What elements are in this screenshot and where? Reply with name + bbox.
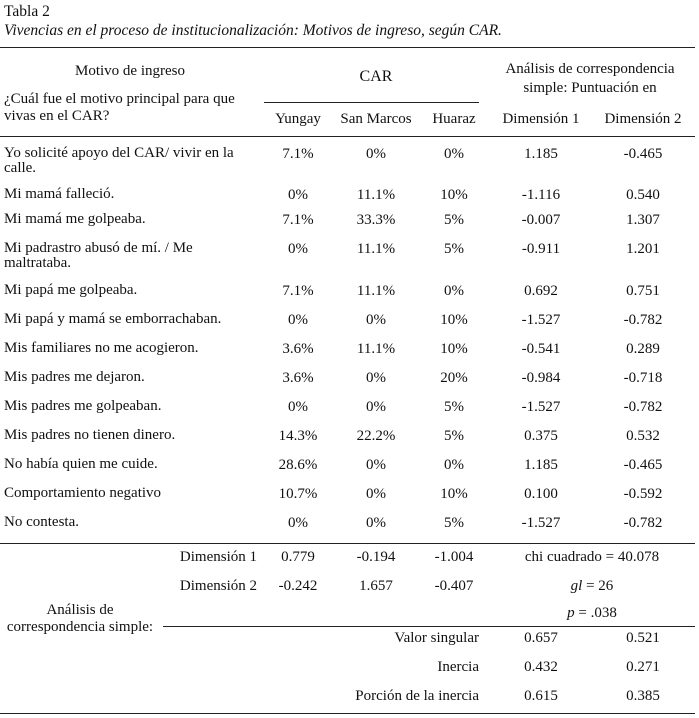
cell-san-marcos: 0% (366, 457, 386, 473)
row-label: Mi padrastro abusó de mí. / Me maltrataba. (4, 240, 193, 271)
cell-yungay: 7.1% (282, 146, 314, 162)
row-label: Mis padres no tienen dinero. (4, 427, 176, 443)
row-label: Mi papá y mamá se emborrachaban. (4, 311, 222, 327)
footer-inner-rule (163, 626, 695, 627)
cell-dim1: 0.375 (524, 428, 558, 444)
cell-san-marcos: 0% (366, 486, 386, 502)
inercia-dim2: 0.271 (626, 659, 660, 675)
cell-yungay: 3.6% (282, 370, 314, 386)
col-huaraz: Huaraz (432, 111, 476, 127)
cell-dim2: 0.540 (626, 187, 660, 203)
top-rule (0, 47, 695, 48)
col-dim1: Dimensión 1 (502, 111, 580, 127)
footer-dim1-san-marcos: -0.194 (356, 549, 396, 565)
cell-dim2: -0.592 (623, 486, 663, 502)
cell-san-marcos: 0% (366, 146, 386, 162)
row-label: Yo solicité apoyo del CAR/ vivir en la calle. (4, 145, 234, 176)
cell-yungay: 0% (288, 515, 308, 531)
cell-dim1: -0.911 (521, 241, 561, 257)
cell-yungay: 7.1% (282, 283, 314, 299)
cell-yungay: 0% (288, 187, 308, 203)
cell-huaraz: 0% (444, 146, 464, 162)
cell-huaraz: 5% (444, 428, 464, 444)
cell-dim1: 1.185 (524, 146, 558, 162)
motivo-header: Motivo de ingreso (75, 63, 185, 79)
porcion-dim2: 0.385 (626, 688, 660, 704)
footer-dim1-huaraz: -1.004 (434, 549, 474, 565)
cell-dim1: -0.007 (521, 212, 561, 228)
cell-dim1: 0.100 (524, 486, 558, 502)
table-subtitle: Vivencias en el proceso de institucionalización: Motivos de ingreso, según CAR. (4, 22, 502, 39)
cell-dim2: -0.782 (623, 399, 663, 415)
cell-dim1: -1.527 (521, 399, 561, 415)
car-subheader-rule (264, 102, 479, 103)
row-label: No contesta. (4, 514, 79, 530)
row-label: No había quien me cuide. (4, 456, 158, 472)
cell-dim1: -0.984 (521, 370, 561, 386)
cell-dim2: 0.289 (626, 341, 660, 357)
cell-yungay: 0% (288, 312, 308, 328)
col-yungay: Yungay (275, 111, 321, 127)
cell-huaraz: 5% (444, 399, 464, 415)
cell-dim1: -1.527 (521, 312, 561, 328)
cell-san-marcos: 11.1% (356, 341, 396, 357)
cell-dim1: -1.116 (521, 187, 561, 203)
cell-san-marcos: 0% (366, 515, 386, 531)
cell-dim2: 1.307 (626, 212, 660, 228)
footer-dim2-san-marcos: 1.657 (359, 578, 393, 594)
cell-huaraz: 5% (444, 515, 464, 531)
cell-yungay: 0% (288, 241, 308, 257)
body-end-rule (0, 543, 695, 544)
cell-san-marcos: 0% (366, 370, 386, 386)
gl-value: = 26 (582, 578, 614, 594)
row-label: Mi papá me golpeaba. (4, 282, 138, 298)
cell-san-marcos: 0% (366, 312, 386, 328)
cell-yungay: 10.7% (278, 486, 318, 502)
car-header: CAR (359, 68, 393, 85)
row-label: Mi mamá falleció. (4, 186, 115, 202)
valor-singular-dim1: 0.657 (524, 630, 558, 646)
footer-dim1-label: Dimensión 1 (179, 549, 257, 565)
valor-singular-dim2: 0.521 (626, 630, 660, 646)
cell-dim2: -0.465 (623, 146, 663, 162)
cell-huaraz: 5% (444, 212, 464, 228)
cell-dim1: -1.527 (521, 515, 561, 531)
cell-yungay: 0% (288, 399, 308, 415)
cell-dim2: -0.782 (623, 515, 663, 531)
cell-san-marcos: 11.1% (356, 187, 396, 203)
inercia-label: Inercia (437, 659, 479, 675)
footer-dim1-yungay: 0.779 (281, 549, 315, 565)
inercia-dim1: 0.432 (524, 659, 558, 675)
cell-huaraz: 10% (440, 187, 468, 203)
row-label: Mis padres me golpeaban. (4, 398, 162, 414)
valor-singular-label: Valor singular (394, 630, 479, 646)
cell-dim2: -0.782 (623, 312, 663, 328)
cell-dim1: -0.541 (521, 341, 561, 357)
cell-dim1: 1.185 (524, 457, 558, 473)
gl-symbol: gl (570, 578, 583, 594)
row-label: Comportamiento negativo (4, 485, 162, 501)
cell-yungay: 14.3% (278, 428, 318, 444)
row-label: Mis familiares no me acogieron. (4, 340, 199, 356)
footer-dim2-yungay: -0.242 (278, 578, 318, 594)
cell-yungay: 28.6% (278, 457, 318, 473)
cell-huaraz: 5% (444, 241, 464, 257)
row-label: Mis padres me dejaron. (4, 369, 145, 385)
cell-san-marcos: 33.3% (356, 212, 396, 228)
cell-huaraz: 10% (440, 341, 468, 357)
cell-san-marcos: 11.1% (356, 283, 396, 299)
cell-huaraz: 0% (444, 283, 464, 299)
table-number: Tabla 2 (4, 3, 50, 20)
cell-san-marcos: 0% (366, 399, 386, 415)
header-rule (0, 136, 695, 137)
cell-dim2: 0.532 (626, 428, 660, 444)
chi-square: chi cuadrado = 40.078 (524, 549, 660, 565)
cell-dim2: -0.718 (623, 370, 663, 386)
bottom-rule (0, 713, 695, 714)
row-label: Mi mamá me golpeaba. (4, 211, 146, 227)
analysis-header: Análisis de correspondencia simple: Puntuación en (505, 61, 675, 96)
porcion-label: Porción de la inercia (355, 688, 479, 704)
degrees-of-freedom (571, 578, 614, 595)
p-symbol: p (567, 605, 575, 621)
footer-analysis-label: Análisis de correspondencia simple: (6, 602, 154, 635)
cell-huaraz: 10% (440, 312, 468, 328)
cell-dim2: -0.465 (623, 457, 663, 473)
cell-san-marcos: 11.1% (356, 241, 396, 257)
question-header: ¿Cuál fue el motivo principal para que vivas en el CAR? (4, 91, 235, 124)
footer-dim2-huaraz: -0.407 (434, 578, 474, 594)
cell-yungay: 3.6% (282, 341, 314, 357)
cell-huaraz: 20% (440, 370, 468, 386)
cell-yungay: 7.1% (282, 212, 314, 228)
cell-huaraz: 0% (444, 457, 464, 473)
cell-dim1: 0.692 (524, 283, 558, 299)
porcion-dim1: 0.615 (524, 688, 558, 704)
p-number: = .038 (574, 605, 617, 621)
cell-dim2: 0.751 (626, 283, 660, 299)
footer-dim2-label: Dimensión 2 (179, 578, 257, 594)
cell-dim2: 1.201 (626, 241, 660, 257)
p-value (567, 605, 617, 622)
cell-san-marcos: 22.2% (356, 428, 396, 444)
col-dim2: Dimensión 2 (604, 111, 682, 127)
cell-huaraz: 10% (440, 486, 468, 502)
col-san-marcos: San Marcos (340, 111, 412, 127)
